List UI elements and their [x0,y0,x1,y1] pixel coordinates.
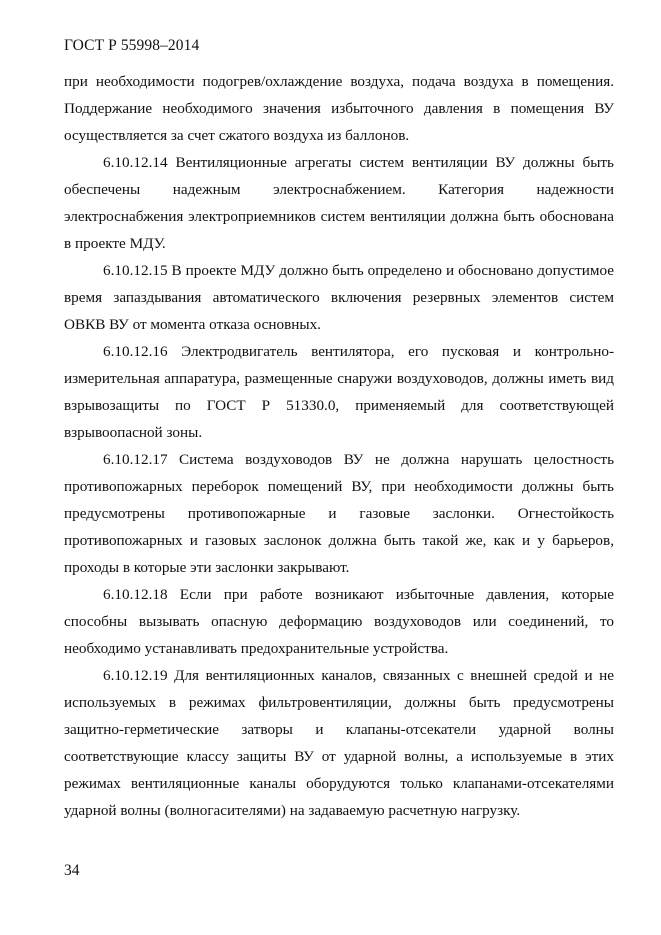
paragraph-6-10-12-17: 6.10.12.17 Система воздуховодов ВУ не должна нарушать целостность противопожарных переборок помещений ВУ, при необходимости должны быть предусмотрены противопожарные и газовые заслонки. Огнестойкость противопожарных и газовых заслонок должна быть такой же, как и у барьеров, проходы в которые эти заслонки закрывают. [64,451,614,576]
paragraph-6-10-12-15: 6.10.12.15 В проекте МДУ должно быть определено и обосновано допустимое время запаздывания автоматического включения резервных элементов систем ОВКВ ВУ от момента отказа основных. [64,262,614,333]
paragraph-6-10-12-16: 6.10.12.16 Электродвигатель вентилятора, его пусковая и контрольно-измерительная аппаратура, размещенные снаружи воздуховодов, должны иметь вид взрывозащиты по ГОСТ Р 51330.0, применяемый для соответствующей взрывоопасной зоны. [64,343,614,441]
page-header-standard: ГОСТ Р 55998–2014 [64,37,200,54]
body-text [64,68,614,824]
paragraph-6-10-12-18: 6.10.12.18 Если при работе возникают избыточные давления, которые способны вызывать опасную деформацию воздуховодов или соединений, то необходимо устанавливать предохранительные устройства. [64,586,614,657]
paragraph-continuation: при необходимости подогрев/охлаждение воздуха, подача воздуха в помещения. Поддержание необходимого значения избыточного давления в помещения ВУ осуществляется за счет сжатого воздуха из баллонов. [64,73,614,144]
page-number: 34 [64,862,80,879]
paragraph-6-10-12-14: 6.10.12.14 Вентиляционные агрегаты систем вентиляции ВУ должны быть обеспечены надежным электроснабжением. Категория надежности электроснабжения электроприемников систем вентиляции должна быть обоснована в проекте МДУ. [64,154,614,252]
paragraph-6-10-12-19: 6.10.12.19 Для вентиляционных каналов, связанных с внешней средой и не используемых в режимах фильтровентиляции, должны быть предусмотрены защитно-герметические затворы и клапаны-отсекатели ударной волны соответствующие классу защиты ВУ от ударной волны, а используемые в этих режимах вентиляционные каналы оборудуются только клапанами-отсекателями ударной волны (волногасителями) на задаваемую расчетную нагрузку. [64,667,614,819]
